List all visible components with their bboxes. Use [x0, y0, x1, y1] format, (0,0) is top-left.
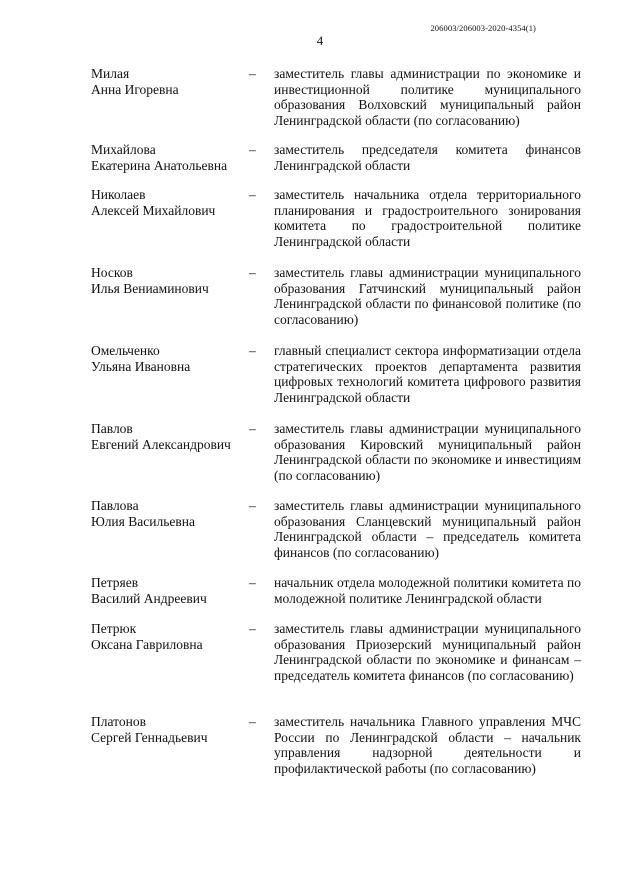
- person-name: [91, 265, 251, 296]
- person-given-name: Анна Игоревна: [91, 81, 179, 97]
- dash-separator: –: [249, 66, 256, 81]
- person-surname: Павлов: [91, 421, 133, 436]
- person-given-name: Василий Андреевич: [91, 590, 207, 606]
- person-name: [91, 142, 251, 173]
- person-surname: Петряев: [91, 575, 139, 590]
- person-position: заместитель главы администрации муниципального образования Кировский муниципальный район Ленинградской области по экономике и инвестициям (по согласованию): [274, 421, 581, 483]
- person-name: [91, 421, 251, 452]
- person-given-name: Илья Вениаминович: [91, 280, 209, 296]
- person-surname: Омельченко: [91, 343, 160, 358]
- person-name: [91, 498, 251, 529]
- person-surname: Платонов: [91, 714, 146, 729]
- person-position: заместитель начальника Главного управления МЧС России по Ленинградской области – начальник управления надзорной деятельности и профилактической работы (по согласованию): [274, 714, 581, 776]
- dash-separator: –: [249, 714, 256, 729]
- page-number: 4: [316, 33, 324, 48]
- dash-separator: –: [249, 343, 256, 358]
- person-given-name: Юлия Васильевна: [91, 513, 195, 529]
- person-position: заместитель главы администрации муниципального образования Сланцевский муниципальный район Ленинградской области – председатель комитета финансов (по согласованию): [274, 498, 581, 560]
- person-position: заместитель главы администрации муниципального образования Гатчинский муниципальный район Ленинградской области по финансовой политике (по согласованию): [274, 265, 581, 327]
- person-position: главный специалист сектора информатизации отдела стратегических проектов департамента развития цифровых технологий комитета цифрового развития Ленинградской области: [274, 343, 581, 405]
- dash-separator: –: [249, 575, 256, 590]
- person-name: [91, 343, 251, 374]
- person-given-name: Сергей Геннадьевич: [91, 729, 208, 745]
- dash-separator: –: [249, 498, 256, 513]
- person-given-name: Ульяна Ивановна: [91, 358, 191, 374]
- person-given-name: Екатерина Анатольевна: [91, 157, 228, 173]
- dash-separator: –: [249, 142, 256, 157]
- person-name: [91, 714, 251, 745]
- person-name: [91, 187, 251, 218]
- person-given-name: Алексей Михайлович: [91, 202, 216, 218]
- person-position: начальник отдела молодежной политики комитета по молодежной политике Ленинградской области: [274, 575, 581, 606]
- person-surname: Петрюк: [91, 621, 137, 636]
- dash-separator: –: [249, 187, 256, 202]
- person-position: заместитель председателя комитета финансов Ленинградской области: [274, 142, 581, 173]
- person-surname: Михайлова: [91, 142, 156, 157]
- dash-separator: –: [249, 621, 256, 636]
- document-id: 206003/206003-2020-4354(1): [430, 23, 536, 33]
- person-position: заместитель главы администрации по экономике и инвестиционной политике муниципального образования Волховский муниципальный район Ленинградской области (по согласованию): [274, 66, 581, 128]
- person-name: [91, 621, 251, 652]
- person-given-name: Оксана Гавриловна: [91, 636, 203, 652]
- person-position: заместитель главы администрации муниципального образования Приозерский муниципальный район Ленинградской области по экономике и финансам – председатель комитета финансов (по согласованию): [274, 621, 581, 683]
- person-surname: Носков: [91, 265, 133, 280]
- person-surname: Николаев: [91, 187, 146, 202]
- person-given-name: Евгений Александрович: [91, 436, 231, 452]
- dash-separator: –: [249, 265, 256, 280]
- person-name: [91, 66, 251, 97]
- person-name: [91, 575, 251, 606]
- person-surname: Милая: [91, 66, 130, 81]
- dash-separator: –: [249, 421, 256, 436]
- person-surname: Павлова: [91, 498, 139, 513]
- person-position: заместитель начальника отдела территориального планирования и градостроительного зонирования комитета по градостроительной политике Ленинградской области: [274, 187, 581, 249]
